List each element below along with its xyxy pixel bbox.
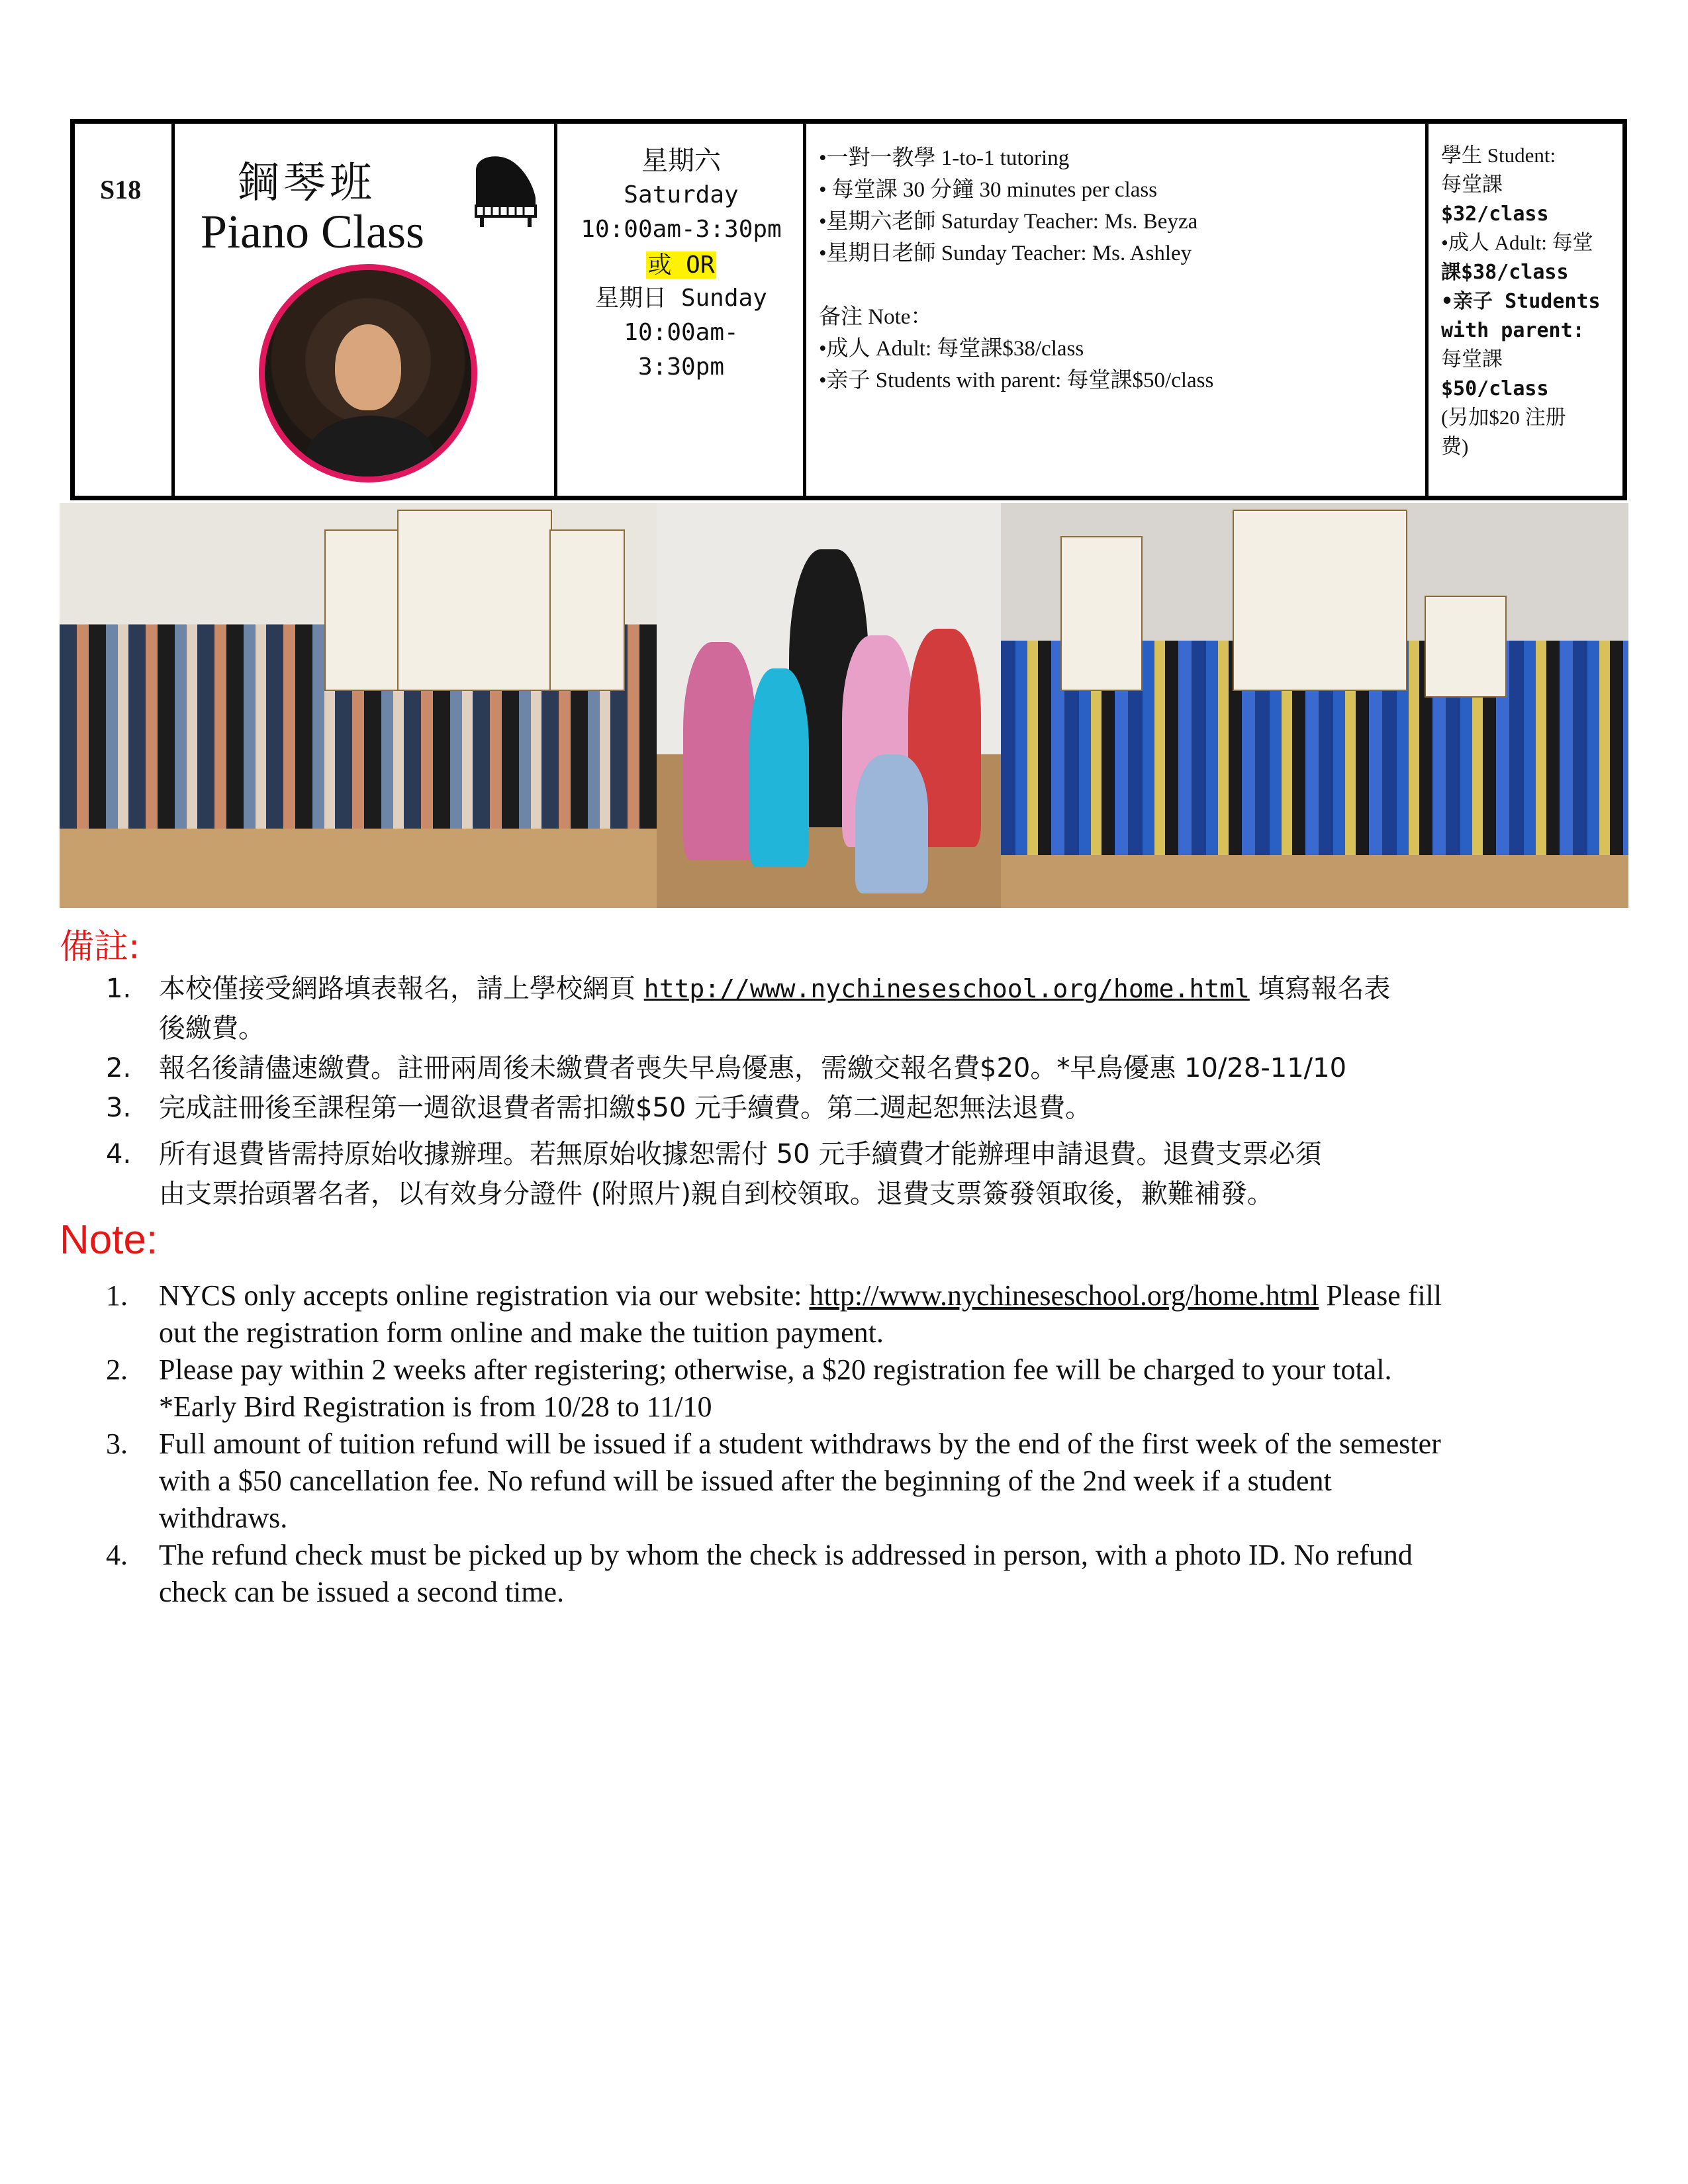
description-cell <box>806 124 1428 496</box>
grand-piano-icon <box>469 150 542 230</box>
price-student: $32/class <box>1441 203 1549 226</box>
price-line: 每堂課 <box>1441 173 1503 196</box>
price-line: with parent: <box>1441 319 1585 342</box>
class-table <box>70 119 1627 500</box>
price-line: 费) <box>1441 435 1469 458</box>
class-title-cell <box>174 124 557 496</box>
schedule-sunday-time-start: 10:00am- <box>624 319 739 346</box>
price-parent: $50/class <box>1441 377 1549 400</box>
price-line: •亲子 Students <box>1441 290 1601 313</box>
school-website-link-zh[interactable]: http://www.nychineseschool.org/home.html <box>643 974 1250 1003</box>
schedule-or: 或 OR <box>647 251 715 279</box>
teacher-photo <box>259 264 477 482</box>
photo-teacher-with-children <box>657 503 1001 908</box>
price-line: 每堂課 <box>1441 347 1503 371</box>
schedule-sunday: 星期日 Sunday <box>595 285 767 312</box>
price-adult: 課$38/class <box>1441 261 1569 284</box>
schedule-sunday-time-end: 3:30pm <box>637 353 725 381</box>
schedule-saturday-time: 10:00am-3:30pm <box>581 216 782 243</box>
price-line: (另加$20 注册 <box>1441 406 1566 429</box>
desc-note-heading: 备注 Note： <box>819 305 933 329</box>
photo-group-gathering <box>1001 503 1628 908</box>
desc-line: •亲子 Students with parent: 每堂課$50/class <box>819 369 1214 392</box>
desc-line: •星期日老師 Sunday Teacher: Ms. Ashley <box>819 242 1192 265</box>
school-website-link-en[interactable]: http://www.nychineseschool.org/home.html <box>809 1279 1319 1312</box>
desc-line: • 每堂課 30 分鐘 30 minutes per class <box>819 178 1158 202</box>
schedule-saturday-zh: 星期六 <box>641 146 721 175</box>
desc-line: •成人 Adult: 每堂課$38/class <box>819 337 1084 361</box>
desc-line: •一對一教學 1-to-1 tutoring <box>819 146 1070 170</box>
desc-line: •星期六老師 Saturday Teacher: Ms. Beyza <box>819 210 1198 234</box>
photo-assembly-hall <box>60 503 657 908</box>
price-line: •成人 Adult: 每堂 <box>1441 231 1593 254</box>
class-title-en: Piano Class <box>201 205 425 258</box>
notes-zh-heading: 備註: <box>60 927 140 967</box>
class-title-zh: 鋼琴班 <box>237 159 376 206</box>
notes-en-heading: Note: <box>60 1217 158 1263</box>
schedule-cell <box>557 124 806 496</box>
price-cell <box>1428 124 1622 496</box>
class-code: S18 <box>100 175 142 205</box>
class-code-cell <box>75 124 174 496</box>
price-line: 學生 Student: <box>1441 144 1556 167</box>
schedule-saturday-en: Saturday <box>624 181 739 208</box>
